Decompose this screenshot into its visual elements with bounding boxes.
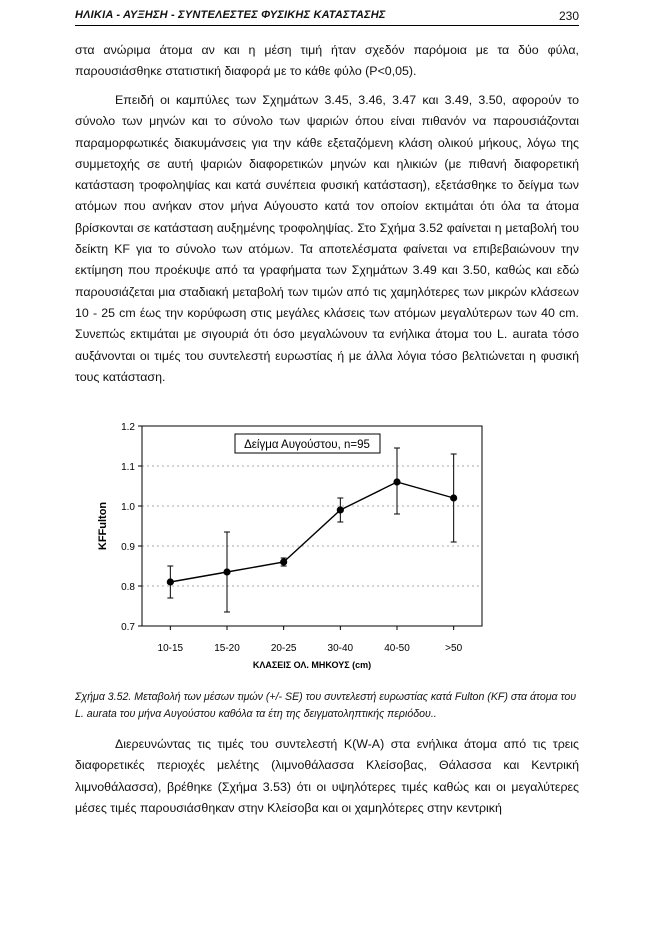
x-tick-label: 10-15: [157, 643, 184, 654]
data-point: [223, 568, 230, 575]
data-point: [280, 558, 287, 565]
series-line: [170, 482, 453, 582]
x-tick-label: 15-20: [214, 643, 240, 654]
data-point: [450, 494, 457, 501]
chart-error-bars: [167, 448, 456, 612]
running-header: [75, 7, 579, 26]
paragraph-3: Διερευνώντας τις τιμές του συντελεστή K(W-A) στα ενήλικα άτομα από τις τρεις διαφορετικές περιοχές μελέτης (λιμνοθάλασσα Κλείσοβας, Θάλασσα και Κεντρική λιμνοθάλασσα), βρέθηκε (Σχήμα 3.53) ότι οι υψηλότερες τιμές καθώς και οι μεγαλύτερες μέσες τιμές παρουσιάσθηκαν στην Κλείσοβα και οι χαμηλότερες στην κεντρική: [75, 737, 579, 815]
y-tick-label: 0.8: [121, 582, 135, 593]
data-point: [393, 478, 400, 485]
paragraph-2: Επειδή οι καμπύλες των Σχημάτων 3.45, 3.46, 3.47 και 3.49, 3.50, αφορούν το σύνολο των μηνών και το σύνολο των ψαριών όπου είναι πιθανόν να παρουσιάζονται παραμορφωτικές διακυμάνσεις για την κάθε εξεταζόμενη κλάση ολικού μήκους, λόγω της συμμετοχής σε αυτή ψαριών διαφορετικών μηνών και ηλικιών (με πιθανή διαφορετική κατάσταση τροφοληψίας και κατά συνέπεια φυσική κατάσταση), εξετάσθηκε το δείγμα των ατόμων που ανήκαν στον μήνα Αύγουστο κατά τον οποίον εκτιμάται ότι όλα τα άτομα βρίσκονται σε κατάσταση αυξημένης τροφοληψίας. Στο Σχήμα 3.52 φαίνεται η μεταβολή του δείκτη KF για το σύνολο των ατόμων. Τα αποτελέσματα φαίνεται να επιβεβαιώνουν την εκτίμηση που προέκυψε από τα γραφήματα των Σχημάτων 3.49 και 3.50, καθώς και εδώ παρουσιάζεται μια σταδιακή μεταβολή των τιμών από τις χαμηλότερες των μικρών κλάσεων 10 - 25 cm έως την κορύφωση στις μεγάλες κλάσεις των ατόμων μεγαλύτερων των 40 cm. Συνεπώς εκτιμάται με σιγουριά ότι όσο μεγαλώνουν τα ενήλικα άτομα του L. aurata τόσο αυξάνονται οι τιμές του συντελεστή ευρωστίας ή με άλλα λόγια τόσο βελτιώνεται η φυσική τους κατάσταση.: [75, 93, 579, 384]
paragraph-1: στα ανώριμα άτομα αν και η μέση τιμή ήταν σχεδόν παρόμοια με τα δύο φύλα, παρουσιάσθηκε στατιστική διαφορά με το κάθε φύλο (P<0,05).: [75, 43, 579, 79]
y-tick-label: 1.0: [121, 502, 135, 513]
y-axis-label: KFFulton: [97, 501, 109, 551]
chart-ticks: [121, 422, 462, 654]
header-title: ΗΛΙΚΙΑ - ΑΥΞΗΣΗ - ΣΥΝΤΕΛΕΣΤΕΣ ΦΥΣΙΚΗΣ ΚΑΤΑΣΤΑΣΗΣ: [75, 9, 386, 21]
data-point: [337, 506, 344, 513]
page-number: 230: [558, 9, 579, 23]
x-tick-label: 30-40: [327, 643, 354, 654]
data-point: [167, 578, 174, 585]
x-tick-label: 40-50: [384, 643, 410, 654]
legend-label: Δείγμα Αυγούστου, n=95: [244, 439, 370, 451]
legend-box: [235, 434, 380, 453]
chart-grid: [142, 466, 482, 586]
y-tick-label: 0.7: [121, 622, 135, 633]
x-tick-label: >50: [445, 643, 463, 654]
y-tick-label: 1.2: [121, 422, 135, 433]
chart-points: [167, 478, 458, 585]
x-tick-label: 20-25: [270, 643, 297, 654]
figure-caption: Σχήμα 3.52. Μεταβολή των μέσων τιμών (+/- SE) του συντελεστή ευρωστίας κατά Fulton (KF) στα άτομα του L. aurata του μήνα Αυγούστου καθόλα τα έτη της δειγματοληπτικής περιόδου..: [75, 691, 577, 720]
kf-chart: [82, 420, 502, 680]
plot-frame: [142, 426, 482, 626]
y-tick-label: 0.9: [121, 542, 135, 553]
x-axis-label: ΚΛΑΣΕΙΣ ΟΛ. ΜΗΚΟΥΣ (cm): [252, 660, 372, 670]
y-tick-label: 1.1: [121, 462, 135, 473]
